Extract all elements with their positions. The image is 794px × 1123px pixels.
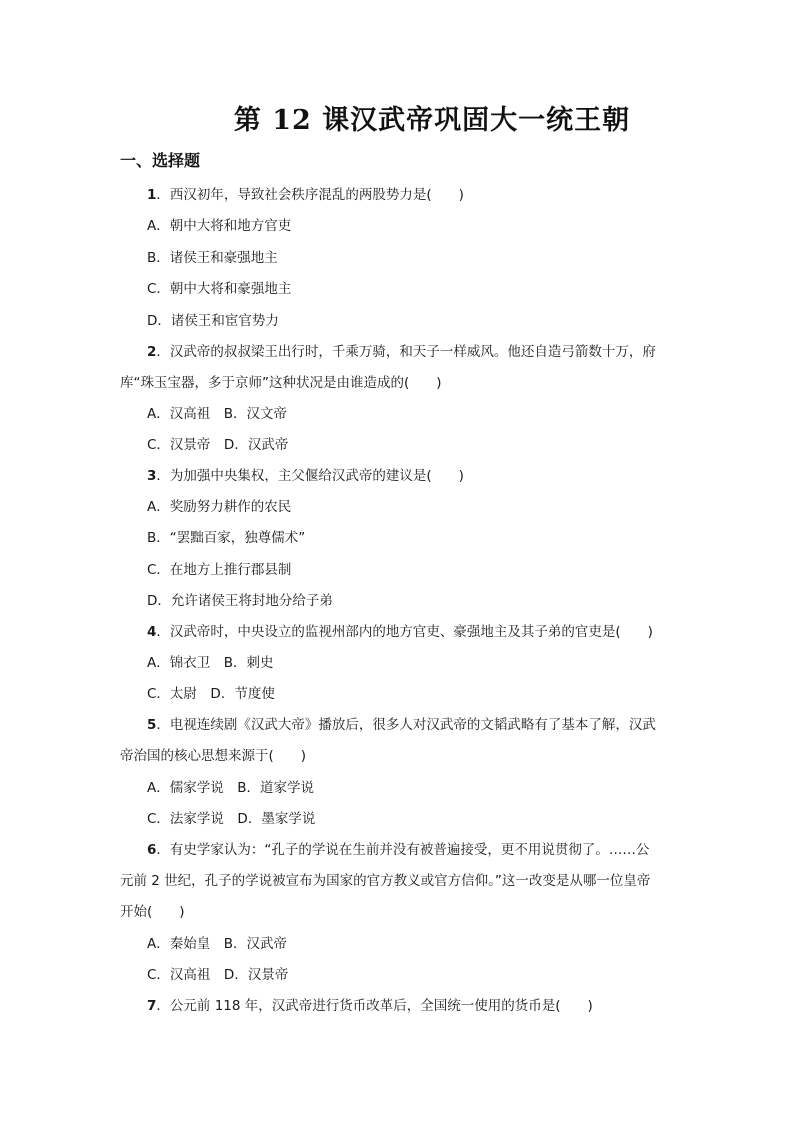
q1-option-c: C．朝中大将和豪强地主 [147, 281, 292, 297]
question-number: 6 [147, 842, 157, 858]
question-number: 3 [147, 468, 157, 484]
page-title: 第 12 课汉武帝巩固大一统王朝 [233, 105, 631, 136]
question-number: 5 [147, 717, 157, 733]
question-number: 7 [147, 998, 157, 1014]
question-number: 4 [147, 624, 157, 640]
q6-options-ab: A．秦始皇 B．汉武帝 [147, 936, 287, 952]
q3-option-a: A．奖励努力耕作的农民 [147, 499, 292, 515]
question-2-stem: 2．汉武帝的叔叔梁王出行时，千乘万骑，和天子一样威风。他还自造弓箭数十万，府 [147, 344, 656, 360]
q1-option-d: D．诸侯王和宦官势力 [147, 313, 279, 329]
q1-option-a: A．朝中大将和地方官吏 [147, 218, 292, 234]
section-heading: 一、选择题 [120, 151, 201, 170]
q5-options-ab: A．儒家学说 B．道家学说 [147, 780, 314, 796]
question-5-stem-cont: 帝治国的核心思想来源于( ) [120, 748, 307, 764]
q3-option-b: B．“罢黜百家，独尊儒术” [147, 530, 306, 546]
q2-options-cd: C．汉景帝 D．汉武帝 [147, 437, 289, 453]
q3-option-d: D．允许诸侯王将封地分给子弟 [147, 593, 333, 609]
question-7-stem: 7．公元前 118 年，汉武帝进行货币改革后，全国统一使用的货币是( ) [147, 998, 593, 1014]
q4-options-cd: C．太尉 D．节度使 [147, 686, 275, 702]
question-6-stem-cont2: 开始( ) [120, 904, 185, 920]
question-6-stem: 6．有史学家认为：“孔子的学说在生前并没有被普遍接受，更不用说贯彻了。……公 [147, 842, 650, 858]
question-number: 2 [147, 344, 157, 360]
question-4-stem: 4．汉武帝时，中央设立的监视州部内的地方官吏、豪强地主及其子弟的官吏是( ) [147, 624, 653, 640]
q1-option-b: B．诸侯王和豪强地主 [147, 250, 278, 266]
question-5-stem: 5．电视连续剧《汉武大帝》播放后，很多人对汉武帝的文韬武略有了基本了解，汉武 [147, 717, 656, 733]
question-6-stem-cont: 元前 2 世纪，孔子的学说被宣布为国家的官方教义或官方信仰。”这一改变是从哪一位皇帝 [120, 873, 651, 889]
question-number: 1 [147, 187, 157, 203]
q3-option-c: C．在地方上推行郡县制 [147, 562, 292, 578]
question-2-stem-cont: 库“珠玉宝器，多于京师”这种状况是由谁造成的( ) [120, 375, 442, 391]
question-3-stem: 3．为加强中央集权，主父偃给汉武帝的建议是( ) [147, 468, 464, 484]
q6-options-cd: C．汉高祖 D．汉景帝 [147, 967, 289, 983]
q5-options-cd: C．法家学说 D．墨家学说 [147, 811, 316, 827]
question-1-stem: 1．西汉初年，导致社会秩序混乱的两股势力是( ) [147, 187, 464, 203]
q4-options-ab: A．锦衣卫 B．刺史 [147, 655, 274, 671]
q2-options-ab: A．汉高祖 B．汉文帝 [147, 406, 287, 422]
